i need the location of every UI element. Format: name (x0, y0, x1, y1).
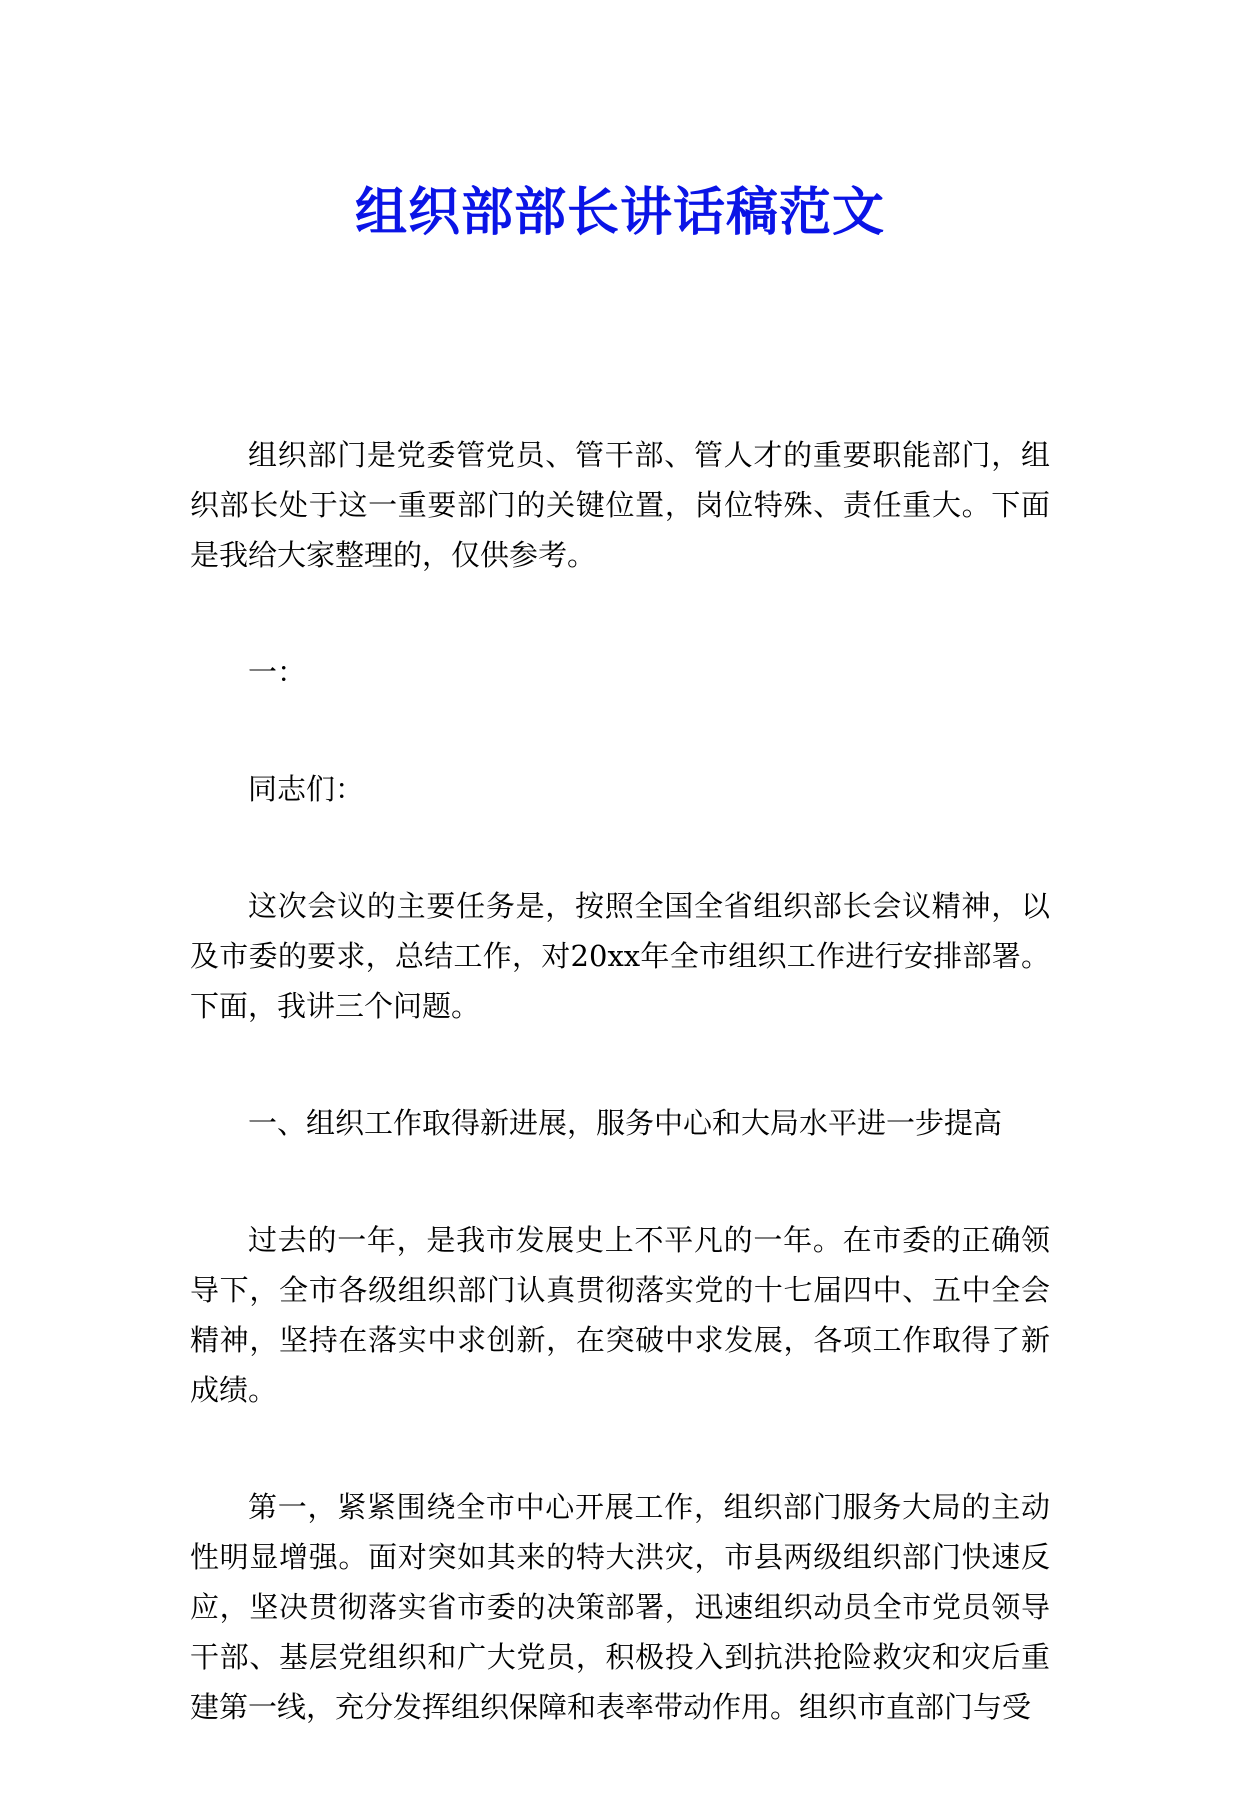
intro-paragraph: 组织部门是党委管党员、管干部、管人才的重要职能部门，组织部长处于这一重要部门的关键位置，岗位特殊、责任重大。下面是我给大家整理的，仅供参考。 (190, 438, 1050, 572)
document-body (190, 430, 1050, 1799)
body-paragraph: 过去的一年，是我市发展史上不平凡的一年。在市委的正确领导下，全市各级组织部门认真贯彻落实党的十七届四中、五中全会精神，坚持在落实中求创新，在突破中求发展，各项工作取得了新成绩。 (190, 1223, 1050, 1407)
section-marker: 一： (248, 655, 307, 689)
body-paragraph: 这次会议的主要任务是，按照全国全省组织部长会议精神，以及市委的要求，总结工作，对20xx年全市组织工作进行安排部署。下面，我讲三个问题。 (190, 889, 1050, 1023)
salutation: 同志们： (248, 772, 365, 806)
document-title: 组织部部长讲话稿范文 (354, 183, 885, 243)
body-paragraph: 第一，紧紧围绕全市中心开展工作，组织部门服务大局的主动性明显增强。面对突如其来的特大洪灾，市县两级组织部门快速反应，坚决贯彻落实省市委的决策部署，迅速组织动员全市党员领导干部、基层党组织和广大党员，积极投入到抗洪抢险救灾和灾后重建第一线，充分发挥组织保障和表率带动作用。组织市直部门与受 (190, 1490, 1050, 1724)
section-heading: 一、组织工作取得新进展，服务中心和大局水平进一步提高 (248, 1106, 1003, 1140)
